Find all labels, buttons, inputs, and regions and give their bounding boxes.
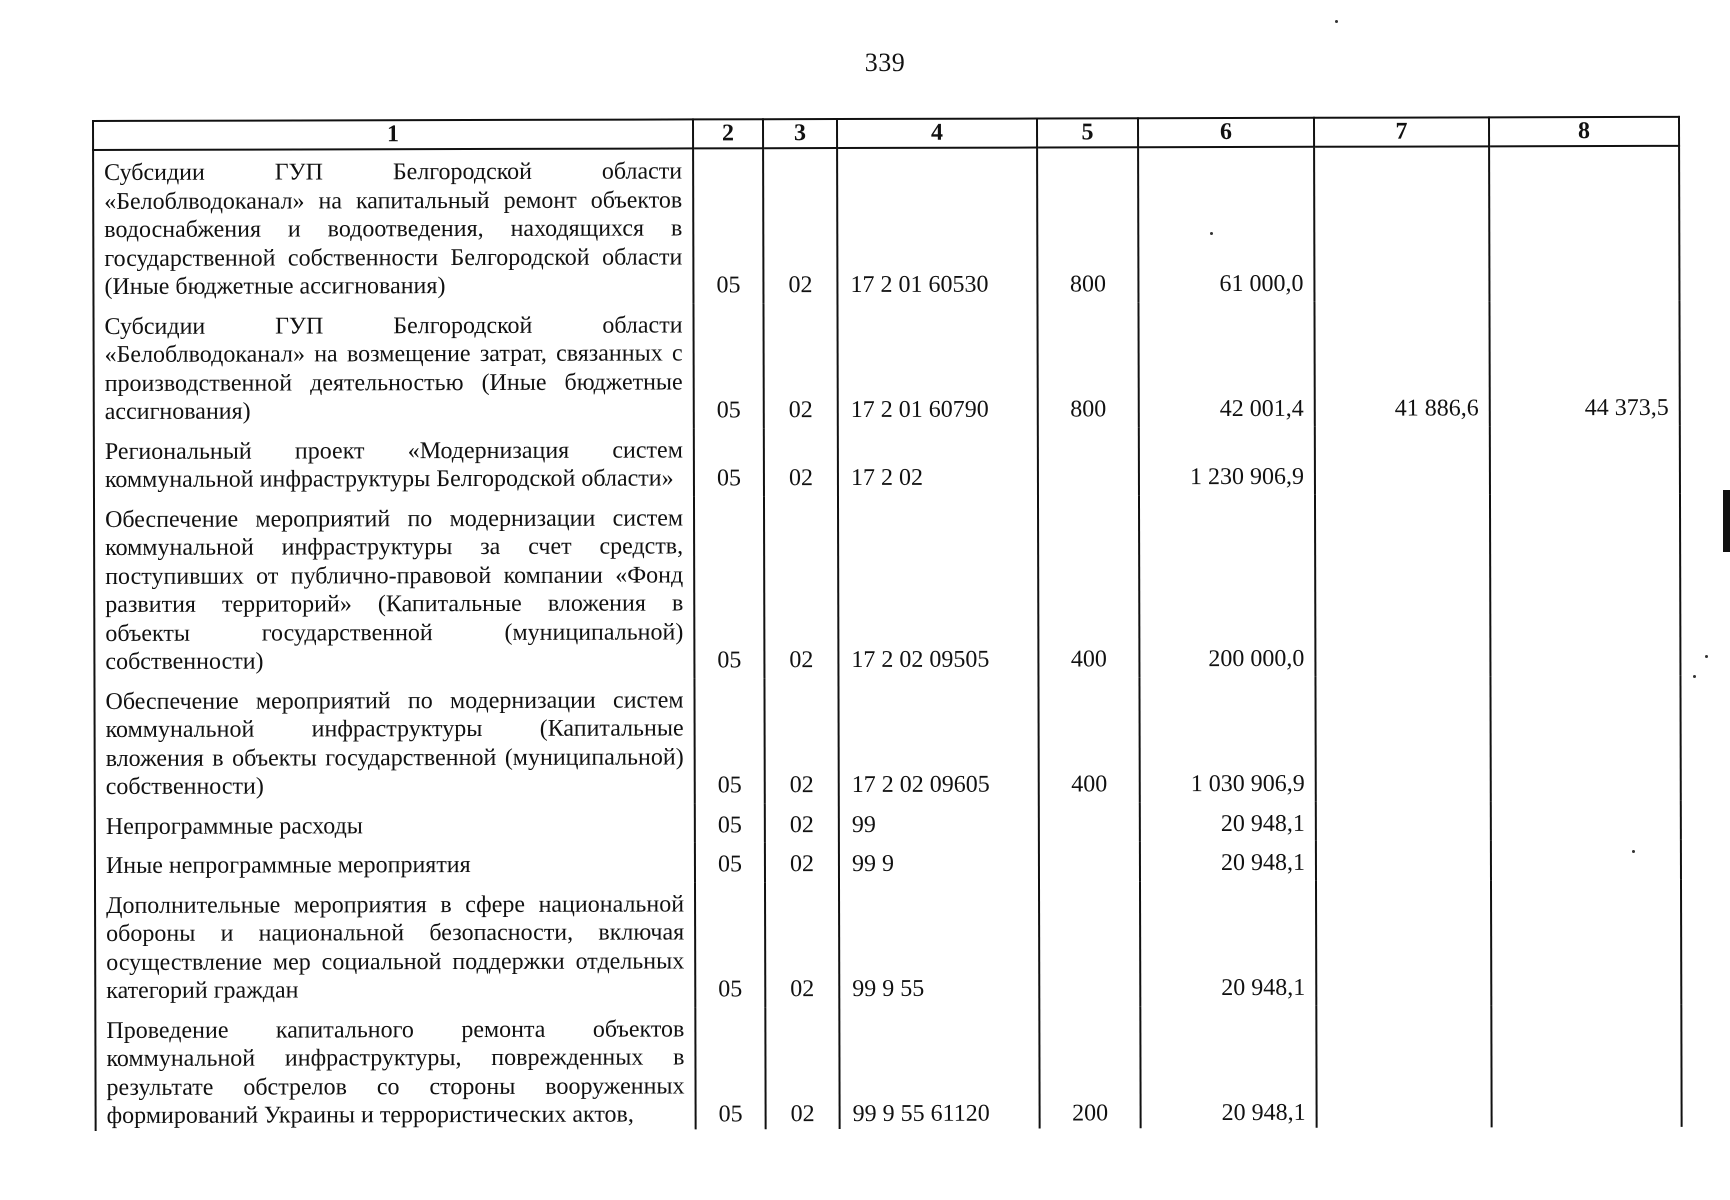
row-amount-6: 1 230 906,9: [1139, 426, 1315, 494]
row-subsection: 02: [765, 803, 839, 843]
row-amount-8: [1491, 1004, 1681, 1126]
row-section: 05: [695, 882, 765, 1007]
row-name: Непрограммные расходы: [95, 803, 695, 844]
row-subsection: 02: [764, 496, 838, 678]
row-section: 05: [694, 678, 764, 803]
column-header-6: 6: [1138, 118, 1314, 147]
scan-speck: [1632, 850, 1635, 853]
row-section: 05: [695, 842, 765, 882]
row-expense-type: 400: [1038, 677, 1139, 802]
row-subsection: 02: [764, 428, 838, 496]
table-row: [94, 425, 1680, 497]
scan-speck: [1693, 675, 1696, 678]
row-amount-6: 42 001,4: [1138, 301, 1314, 426]
scan-binding-mark: [1723, 490, 1730, 552]
column-header-1: 1: [93, 119, 693, 150]
scan-speck: [1210, 232, 1213, 235]
row-target-code: 17 2 02 09505: [838, 495, 1038, 678]
row-amount-6: 20 948,1: [1140, 841, 1316, 881]
row-expense-type: [1039, 881, 1140, 1006]
row-name: Обеспечение мероприятий по модернизации систем коммунальной инфраструктуры (Капитальные вложения в объекты государственной (муниципальной) собственности): [94, 678, 694, 805]
table-row: [95, 840, 1681, 884]
row-amount-6: 200 000,0: [1139, 494, 1315, 676]
row-expense-type: [1038, 427, 1139, 495]
row-section: 05: [694, 428, 764, 496]
row-name: Субсидии ГУП Белгородской области «Белоблводоканал» на капитальный ремонт объектов водоснабжения и водоотведения, находящихся в государственной собственности Белгородской области (Иные бюджетные ассигнования): [93, 148, 693, 304]
row-section: 05: [693, 148, 763, 303]
row-amount-7: [1316, 880, 1491, 1005]
row-subsection: 02: [765, 1007, 839, 1129]
table-row: [95, 879, 1681, 1008]
column-header-7: 7: [1314, 117, 1489, 146]
scan-speck: [1705, 655, 1708, 658]
table-header-row: [93, 117, 1679, 150]
row-amount-7: [1315, 676, 1490, 801]
row-section: 05: [695, 803, 765, 843]
row-target-code: 99 9 55: [839, 881, 1039, 1007]
column-header-3: 3: [763, 119, 837, 148]
row-amount-7: [1316, 1005, 1491, 1127]
row-expense-type: 400: [1038, 495, 1139, 677]
row-subsection: 02: [764, 678, 838, 803]
row-expense-type: [1039, 802, 1140, 842]
table-row: [94, 493, 1680, 679]
row-amount-7: [1314, 146, 1489, 301]
row-amount-7: [1315, 426, 1490, 494]
row-target-code: 99 9 55 61120: [839, 1006, 1039, 1129]
row-amount-6: 61 000,0: [1138, 147, 1314, 302]
row-amount-6: 20 948,1: [1140, 880, 1316, 1005]
row-target-code: 17 2 01 60530: [837, 148, 1037, 303]
row-amount-7: [1315, 494, 1490, 676]
row-name: Проведение капитального ремонта объектов коммунальной инфраструктуры, поврежденных в результате обстрелов со стороны вооруженных формирований Украины и террористических актов,: [95, 1007, 695, 1131]
row-amount-8: [1491, 800, 1681, 840]
row-target-code: 99 9: [839, 842, 1039, 882]
table-row: [93, 146, 1679, 305]
table-row: [93, 300, 1679, 429]
row-expense-type: 200: [1039, 1006, 1140, 1128]
page-number: 339: [864, 48, 906, 77]
row-amount-6: 20 948,1: [1140, 801, 1316, 841]
row-expense-type: [1039, 841, 1140, 881]
row-amount-8: [1490, 425, 1680, 493]
row-amount-8: [1491, 840, 1681, 880]
column-header-8: 8: [1489, 117, 1679, 146]
row-target-code: 17 2 01 60790: [837, 302, 1037, 428]
column-header-5: 5: [1037, 118, 1138, 147]
row-subsection: 02: [763, 303, 837, 428]
table-row: [94, 675, 1680, 804]
row-subsection: 02: [765, 882, 839, 1007]
row-target-code: 17 2 02 09605: [838, 677, 1038, 803]
row-amount-8: [1491, 879, 1681, 1004]
row-amount-8: 44 373,5: [1489, 300, 1679, 425]
budget-table-sheet: [92, 116, 1681, 1131]
row-amount-8: [1490, 675, 1680, 800]
column-header-4: 4: [837, 119, 1037, 149]
budget-table: [92, 116, 1683, 1131]
row-target-code: 99: [839, 802, 1039, 842]
row-name: Дополнительные мероприятия в сфере национальной обороны и национальной безопасности, включая осуществление мер социальной поддержки отдельных категорий граждан: [95, 882, 695, 1009]
row-section: 05: [694, 496, 764, 678]
column-header-2: 2: [693, 119, 763, 148]
row-amount-8: [1489, 146, 1679, 301]
table-row: [95, 1004, 1681, 1130]
row-section: 05: [693, 303, 763, 428]
table-row: [95, 800, 1681, 844]
row-amount-6: 1 030 906,9: [1139, 676, 1315, 801]
row-subsection: 02: [763, 148, 837, 303]
scan-speck: [1335, 20, 1338, 23]
row-amount-7: [1316, 801, 1491, 841]
row-expense-type: 800: [1037, 147, 1138, 302]
row-name: Региональный проект «Модернизация систем коммунальной инфраструктуры Белгородской области»: [94, 428, 694, 498]
row-amount-8: [1490, 493, 1680, 675]
row-amount-6: 20 948,1: [1140, 1005, 1316, 1127]
row-expense-type: 800: [1037, 302, 1138, 427]
row-subsection: 02: [765, 842, 839, 882]
row-amount-7: [1316, 840, 1491, 880]
row-section: 05: [695, 1007, 765, 1129]
row-name: Иные непрограммные мероприятия: [95, 842, 695, 883]
row-name: Субсидии ГУП Белгородской области «Белоблводоканал» на возмещение затрат, связанных с производственной деятельностью (Иные бюджетные ассигнования): [93, 303, 693, 430]
row-name: Обеспечение мероприятий по модернизации систем коммунальной инфраструктуры за счет средств, поступивших от публично-правовой компании «Фонд развития территорий» (Капитальные вложения в объекты государственной (муниципальной) собственности): [94, 496, 694, 680]
row-amount-7: 41 886,6: [1314, 301, 1489, 426]
row-target-code: 17 2 02: [838, 427, 1038, 496]
